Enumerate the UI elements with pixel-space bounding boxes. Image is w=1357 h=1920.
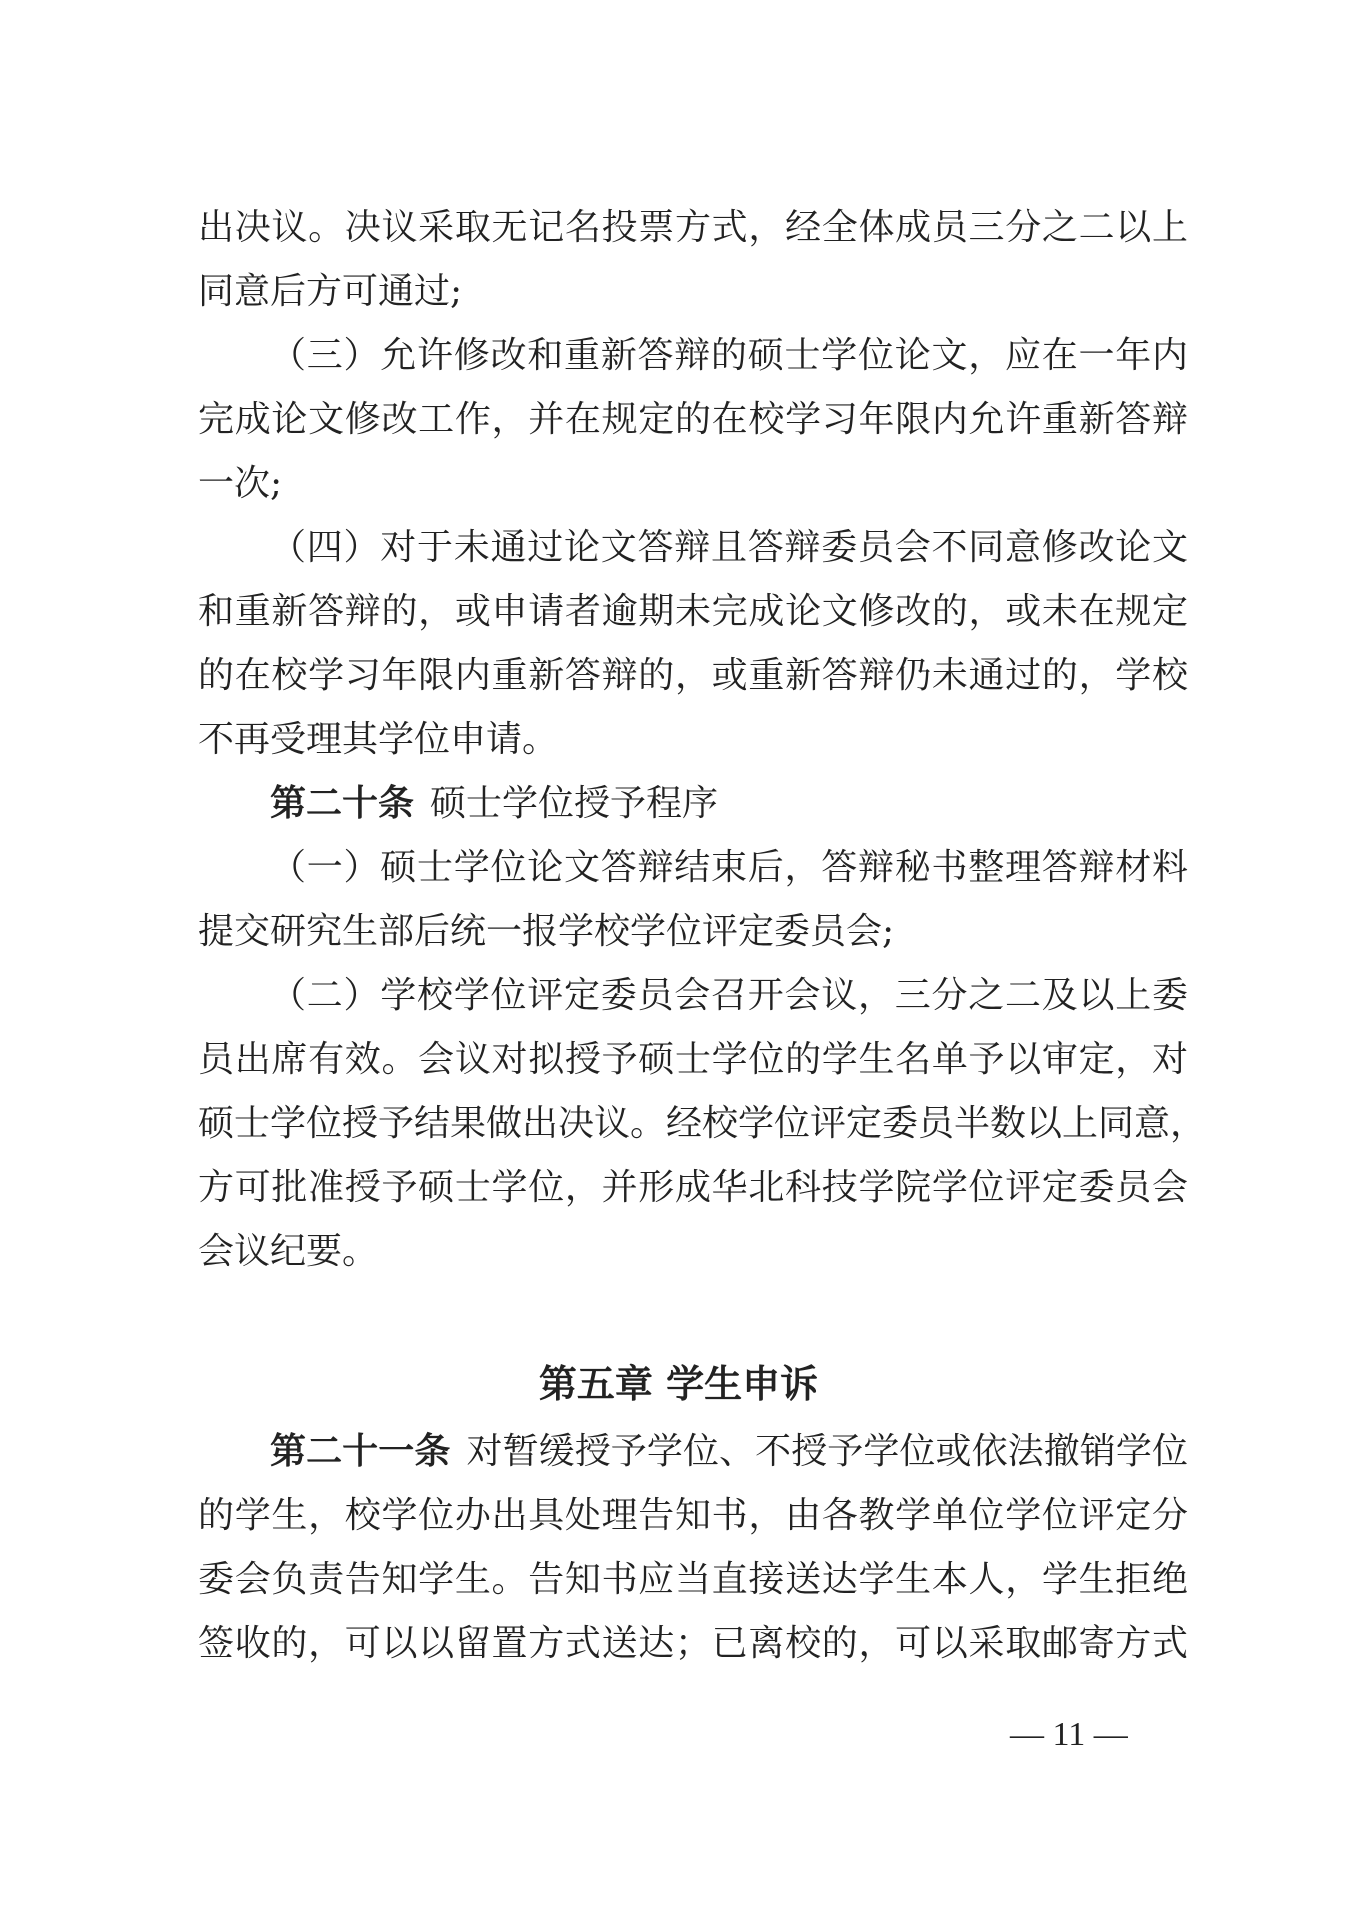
text-line: 同意后方可通过; [198,271,463,312]
text-line: 硕士学位授予结果做出决议。经校学位评定委员半数以上同意， [198,1103,1207,1144]
text-line: （三）允许修改和重新答辩的硕士学位论文，应在一年内 [270,335,1188,376]
article-20-label: 第二十条 [270,783,415,824]
text-line: 出决议。决议采取无记名投票方式，经全体成员三分之二以上 [198,207,1188,248]
text-line: 一次; [198,463,283,504]
page-number: — 11 — [1010,1716,1128,1753]
article-21-label: 第二十一条 [270,1431,451,1472]
text-line: 员出席有效。会议对拟授予硕士学位的学生名单予以审定，对 [198,1039,1188,1080]
text-line: 不再受理其学位申请。 [198,719,559,760]
text-line: （四）对于未通过论文答辩且答辩委员会不同意修改论文 [270,527,1188,568]
article-21-text: 对暂缓授予学位、不授予学位或依法撤销学位 [466,1431,1188,1472]
text-line: 提交研究生部后统一报学校学位评定委员会; [198,911,895,952]
article-21-line [270,1420,1188,1484]
text-line: 签收的，可以以留置方式送达；已离校的，可以采取邮寄方式 [198,1623,1188,1664]
text-line: 会议纪要。 [198,1231,379,1272]
text-line: （一）硕士学位论文答辩结束后，答辩秘书整理答辩材料 [270,847,1188,888]
chapter-title: 第五章 学生申诉 [538,1362,819,1406]
text-line: 的学生，校学位办出具处理告知书，由各教学单位学位评定分 [198,1495,1188,1536]
text-line: （二）学校学位评定委员会召开会议，三分之二及以上委 [270,975,1188,1016]
article-20-title: 硕士学位授予程序 [430,783,719,824]
article-20-heading [270,772,1188,836]
text-line: 和重新答辩的，或申请者逾期未完成论文修改的，或未在规定 [198,591,1188,632]
text-line: 委会负责告知学生。告知书应当直接送达学生本人，学生拒绝 [198,1559,1188,1600]
text-line: 的在校学习年限内重新答辩的，或重新答辩仍未通过的，学校 [198,655,1188,696]
text-line: 完成论文修改工作，并在规定的在校学习年限内允许重新答辩 [198,399,1188,440]
text-line: 方可批准授予硕士学位，并形成华北科技学院学位评定委员会 [198,1167,1188,1208]
